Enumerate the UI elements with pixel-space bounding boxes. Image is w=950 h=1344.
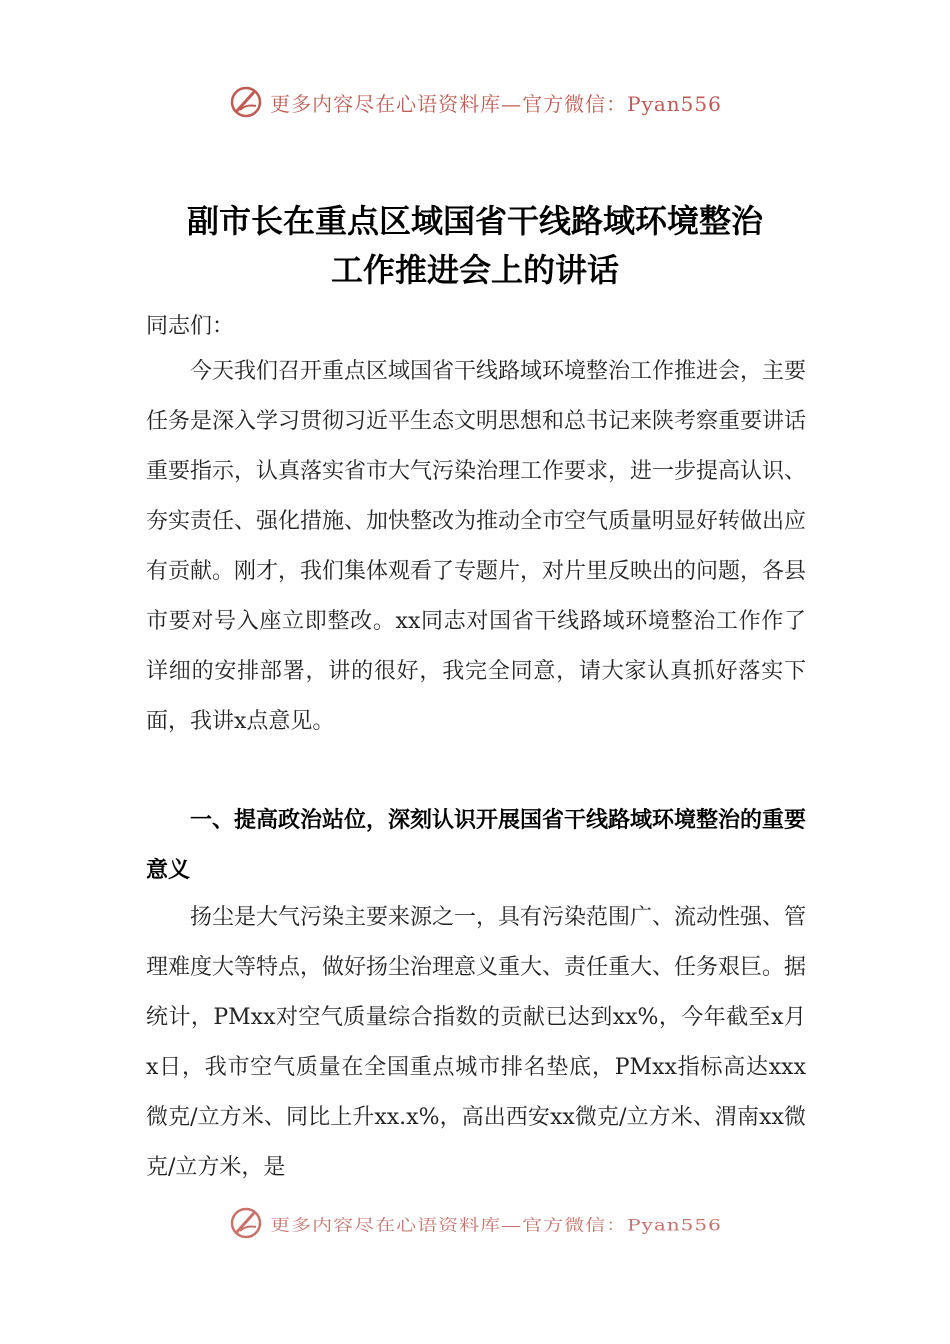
- pen-circle-logo-icon: [228, 84, 264, 120]
- watermark-text: 更多内容尽在心语资料库—官方微信：Pyan556: [270, 1214, 722, 1234]
- section-heading-1: 一、提高政治站位，深刻认识开展国省干线路域环境整治的重要意义: [146, 808, 807, 883]
- watermark-banner-bottom: [0, 1203, 950, 1243]
- document-title-line-2: 工作推进会上的讲话: [330, 251, 619, 289]
- watermark-text: 更多内容尽在心语资料库—官方微信：Pyan556: [270, 91, 722, 116]
- pen-circle-logo-icon: [228, 1205, 264, 1241]
- document-title-line-1: 副市长在重点区域国省干线路域环境整治: [186, 202, 763, 240]
- paragraph-section-1: 扬尘是大气污染主要来源之一，具有污染范围广、流动性强、管理难度大等特点，做好扬尘治理意义重大、责任重大、任务艰巨。据统计，PMxx对空气质量综合指数的贡献已达到xx%，今年截至x月x日，我市空气质量在全国重点城市排名垫底，PMxx指标高达xxx微克/立方米、同比上升xx.x%，高出西安xx微克/立方米、渭南xx微克/立方米，是: [146, 905, 807, 1180]
- paragraph-opening: 今天我们召开重点区域国省干线路域环境整治工作推进会，主要任务是深入学习贯彻习近平生态文明思想和总书记来陕考察重要讲话重要指示，认真落实省市大气污染治理工作要求，进一步提高认识、夯实责任、强化措施、加快整改为推动全市空气质量明显好转做出应有贡献。刚才，我们集体观看了专题片，对片里反映出的问题，各县市要对号入座立即整改。xx同志对国省干线路域环境整治工作作了详细的安排部署，讲的很好，我完全同意，请大家认真抓好落实下面，我讲x点意见。: [146, 359, 807, 734]
- watermark-banner-top: [0, 82, 950, 122]
- greeting: 同志们：: [146, 314, 235, 339]
